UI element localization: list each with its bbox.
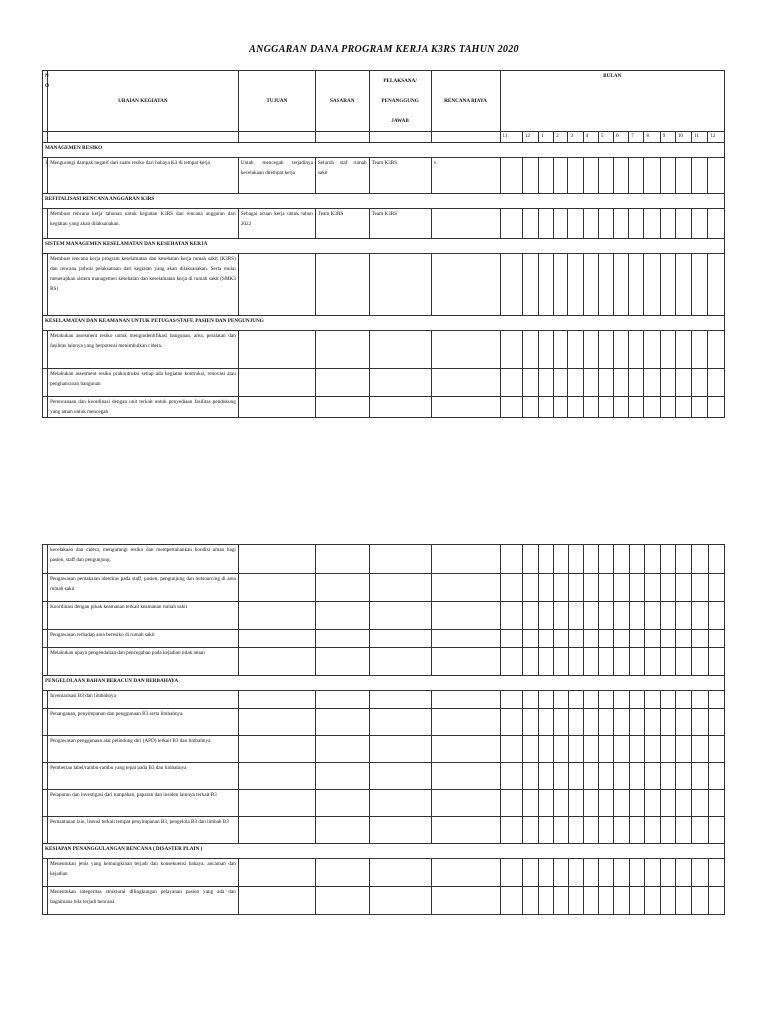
header-tujuan: TUJUAN <box>238 71 315 132</box>
month-label: 11 <box>500 132 522 143</box>
header-bulan: BULAN <box>500 71 724 132</box>
row-uraian: Membuat rencana kerja program keselamatan dan kesehatan kerja rumah sakit (K3RS) dan rencana jadwal pelaksanaan dari kegiatan yang akan dilaksanakan. Serta mulai menerapkan sistem managemen kesehatan dan keselamatan kerja di rumah sakit (SMK3 RS) <box>48 254 239 316</box>
table-row <box>43 630 725 648</box>
month-label: 12 <box>522 132 538 143</box>
section-row <box>43 194 725 209</box>
row-uraian: Mengurangi dampak negatif dari suatu resiko dari bahaya K3 di tempat kerja <box>48 158 239 194</box>
row-tujuan: Sebagai acuan kerja untuk tahun 2022 <box>238 209 315 239</box>
row-uraian: Pengawasan penggunaan alat pelindung diri (APD) terkait B3 dan limbahnya <box>48 736 239 763</box>
row-uraian: Pelaporan dan investigasi dari tumpahan, paparan dan insiden lainnya terkait B3 <box>48 790 239 817</box>
table-row <box>43 709 725 736</box>
section-row <box>43 844 725 859</box>
section-title: PENGELOLAAN BAHAN BERACUN DAN BERBAHAYA <box>43 676 725 691</box>
row-uraian: Perencanaan dan koordinasi dengan unit terkait untuk penyediaan fasilitas pendukung yang aman untuk mencegah <box>48 397 239 418</box>
row-sasaran: Seluruh staf rumah sakit <box>315 158 369 194</box>
table-row <box>43 736 725 763</box>
month-label: 1 <box>539 132 554 143</box>
row-pelaksana: Team K3RS <box>369 158 431 194</box>
month-label: 10 <box>675 132 691 143</box>
month-label: 4 <box>583 132 598 143</box>
header-pelaksana-line-2: PENANGGUNG <box>381 98 419 104</box>
header-uraian: URAIAN KEGIATAN <box>48 71 239 132</box>
table-row <box>43 859 725 887</box>
header-no: NO <box>43 71 48 132</box>
row-pelaksana: Team K3RS <box>369 209 431 239</box>
table-row <box>43 158 725 194</box>
document-title: ANGGARAN DANA PROGRAM KERJA K3RS TAHUN 2020 <box>249 44 519 55</box>
table-row <box>43 648 725 676</box>
row-uraian: kecelakaan dan cidera, mengurangi resiko dan mempertahankan kondisi aman bagi pasien, staff dan pengunjung. <box>48 545 239 574</box>
month-label: 7 <box>629 132 644 143</box>
table-row <box>43 887 725 915</box>
section-title: SISTEM MANAGEMEN KESELAMATAN DAN KESEHATAN KERJA <box>43 239 725 254</box>
table-row <box>43 602 725 630</box>
header-row <box>43 71 725 132</box>
row-tujuan: Untuk mencegah terjadinya kecelakaan ditempat kerja <box>238 158 315 194</box>
month-label: 5 <box>598 132 613 143</box>
header-pelaksana <box>369 71 431 132</box>
table-row <box>43 397 725 418</box>
month-label: 3 <box>568 132 583 143</box>
table-row <box>43 817 725 844</box>
month-label: 9 <box>660 132 675 143</box>
row-uraian: Pengawasan pemakaian identitas pada staff, pasien, pengunjung dan outsourcing di area rumah sakit <box>48 574 239 602</box>
table-row <box>43 545 725 574</box>
month-number-row <box>43 132 725 143</box>
month-label: 6 <box>614 132 629 143</box>
row-uraian: Melakukan upaya pengendalian dan pencegahan pada kejadian tidak aman <box>48 648 239 676</box>
table-row <box>43 790 725 817</box>
month-label: 11 <box>692 132 708 143</box>
month-label: 12 <box>708 132 725 143</box>
table-row <box>43 574 725 602</box>
section-title: MANAGEMEN RESIKO <box>43 143 725 158</box>
table-row <box>43 331 725 369</box>
table-row <box>43 254 725 316</box>
row-uraian: Melakukan assesment resiko prakontruksi setiap ada kegiatan kontruksi, renovasi atau penghancuran bangunan <box>48 369 239 397</box>
row-uraian: Penanganan, penyimpanan dan penggunaan B3 serta limbahnya <box>48 709 239 736</box>
row-uraian: Pemantauan izin, lisensi terkait tempat penyimpanan B3, pengelola B3 dan limbah B3 <box>48 817 239 844</box>
header-sasaran: SASARAN <box>315 71 369 132</box>
header-biaya: RENCANA BIAYA <box>431 71 500 132</box>
month-label: 2 <box>554 132 568 143</box>
header-pelaksana-line-1: PELAKSANA/ <box>383 78 417 84</box>
section-title: KESIAPAN PENANGGULANGAN BENCANA ( DISASTER PLAIN ) <box>43 844 725 859</box>
table-row <box>43 209 725 239</box>
row-biaya: x <box>431 158 500 194</box>
row-uraian: Pengawasan terhadap area beresiko di rumah sakit <box>48 630 239 648</box>
budget-table-page-1 <box>42 70 725 418</box>
table-row <box>43 763 725 790</box>
budget-table-page-2 <box>42 544 725 915</box>
row-number: 1 <box>43 158 48 194</box>
table-row <box>43 691 725 709</box>
section-row <box>43 676 725 691</box>
row-uraian: Membuat rencana kerja tahunan untuk kegiatan K3RS dan rencana anggaran dari kegiatan yang akan dilaksanakan. <box>48 209 239 239</box>
row-uraian: Melakukan assesment resiko untuk mengindentifikasi bangunan, area, peralatan dan fasilitas lainnya yang berpotensi menimbulkan cidera. <box>48 331 239 369</box>
row-uraian: Pemberian label/rambu-rambu yang tepat pada B3 dan limbahnya <box>48 763 239 790</box>
table-row <box>43 369 725 397</box>
section-row <box>43 143 725 158</box>
row-uraian: Koordinasi dengan pihak keamanan terkait keamanan rumah sakit <box>48 602 239 630</box>
section-row <box>43 239 725 254</box>
section-row <box>43 316 725 331</box>
month-label: 8 <box>644 132 660 143</box>
section-title: KESELAMATAN DAN KEAMANAN UNTUK PETUGAS/STAFF, PASIEN DAN PENGUNJUNG <box>43 316 725 331</box>
header-pelaksana-line-3: JAWAB <box>391 118 409 124</box>
row-uraian: Inventarisasi B3 dan limbahnya <box>48 691 239 709</box>
row-uraian: Menentukan jenis yang kemungkinan terjadi dan konsekuensi bahaya, ancaman dan kejadian <box>48 859 239 887</box>
row-sasaran: Team K3RS <box>315 209 369 239</box>
section-title: REFITALISASI RENCANA ANGGARAN K3RS <box>43 194 725 209</box>
row-uraian: Menentukan integeritas struktural dilingkungan pelayanan pasien yang ada dan bagaimana bila terjadi bencana <box>48 887 239 915</box>
